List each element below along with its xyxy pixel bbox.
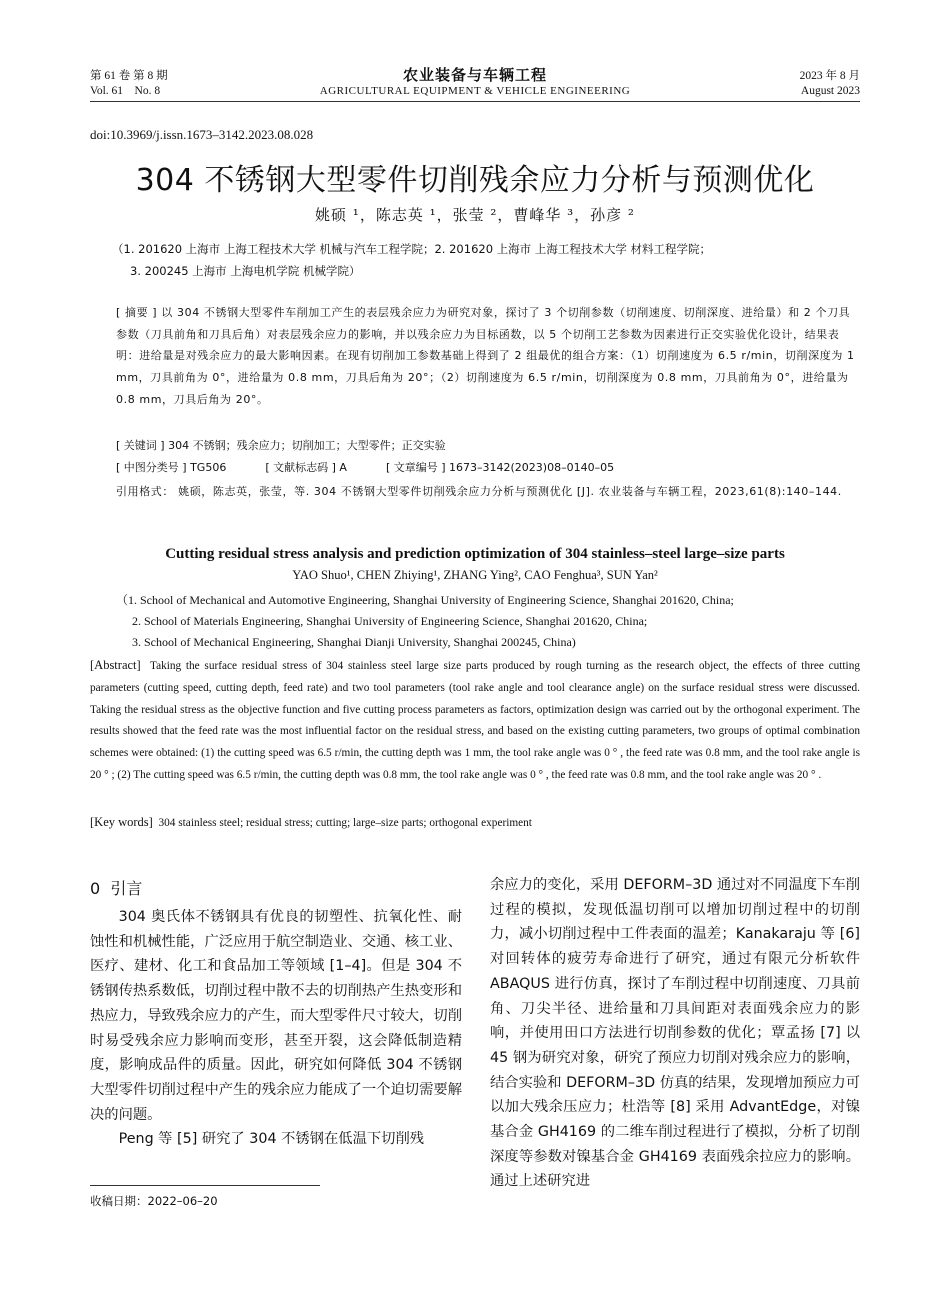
date-zh: 2023 年 8 月 xyxy=(799,70,860,82)
abstract-label: [ 摘要 ] xyxy=(116,306,158,319)
affiliation-line: 2. School of Materials Engineering, Shanghai University of Engineering Science, Shanghai 201620, China; xyxy=(132,614,648,628)
english-abstract xyxy=(90,655,860,787)
english-keywords xyxy=(90,812,860,835)
volume-en: Vol. 61 No. 8 xyxy=(90,85,161,97)
date-en: August 2023 xyxy=(800,85,860,97)
header-rule xyxy=(90,101,860,102)
volume-zh: 第 61 卷 第 8 期 xyxy=(90,70,168,82)
body-right-column xyxy=(490,873,860,1194)
doc-code-label: [ 文献标志码 ] xyxy=(265,461,336,474)
clc-label: [ 中图分类号 ] xyxy=(116,461,187,474)
keywords-label: [ 关键词 ] xyxy=(116,439,165,452)
body-left-column xyxy=(90,905,462,1152)
clc-value: TG506 xyxy=(190,461,227,474)
paragraph: Peng 等 [5] 研究了 304 不锈钢在低温下切削残 xyxy=(118,1131,425,1148)
article-no-value: 1673–3142(2023)08–0140–05 xyxy=(449,461,615,474)
doi: doi:10.3969/j.issn.1673–3142.2023.08.028 xyxy=(90,127,314,142)
english-affiliations xyxy=(116,590,734,653)
journal-name-zh: 农业装备与车辆工程 xyxy=(402,66,547,84)
citation-label: 引用格式： xyxy=(116,485,174,498)
affiliation-line: 3. 200245 上海市 上海电机学院 机械学院） xyxy=(130,264,361,278)
citation xyxy=(116,481,858,503)
citation-text: 姚硕，陈志英，张莹，等. 304 不锈钢大型零件切削残余应力分析与预测优化 [J]. 农业装备与车辆工程，2023,61(8):140–144. xyxy=(178,485,842,498)
affiliation-line: （1. 201620 上海市 上海工程技术大学 机械与汽车工程学院；2. 201620 上海市 上海工程技术大学 材料工程学院； xyxy=(112,242,711,256)
affiliation-line: （1. School of Mechanical and Automotive Engineering, Shanghai University of Engineering Science, Shanghai 201620, China; xyxy=(116,593,734,607)
authors-zh: 姚硕 ¹，陈志英 ¹，张莹 ²，曹峰华 ³，孙彦 ² xyxy=(315,206,635,224)
issue-date xyxy=(800,69,860,99)
footnote-rule xyxy=(90,1185,320,1186)
abstract-text-en: Taking the surface residual stress of 304 stainless steel large size parts produced by rough turning as the research object, the effects of three cutting parameters (cutting speed, cutting depth, feed rate) and two tool parameters (tool rake angle and tool clearance angle) on the surface residual stress were discussed. Taking the residual stress as the objective function and five cutting process parameters as factors, optimization design was carried out by the orthogonal experiment. The results showed that the feed rate was the most influential factor on the residual stress, and based on the existing cutting parameters, two groups of optimal combination schemes were obtained: (1) the cutting speed was 6.5 r/min, the cutting depth was 1 mm, the tool rake angle was 0 ° , the feed rate was 0.8 mm, and the tool rake angle is 20 ° ; (2) The cutting speed was 6.5 r/min, the cutting depth was 0.8 mm, the tool rake angle was 0 ° , the feed rate was 0.8 mm, and the tool rake angle was 20 ° . xyxy=(90,660,860,781)
keywords-zh xyxy=(116,435,446,457)
classification xyxy=(116,457,614,479)
paragraph: 304 奥氏体不锈钢具有优良的韧塑性、抗氧化性、耐蚀性和机械性能，广泛应用于航空制造业、交通、核工业、医疗、建材、化工和食品加工等领域 [1–4]。但是 304 不锈钢传热系数低，切削过程中散不去的切削热产生热变形和热应力，导致残余应力的产生，而大型零件尺寸较大，切削时易受残余应力影响而变形，甚至开裂，这会降低制造精度，影响成品件的质量。因此，研究如何降低 304 不锈钢大型零件切削过程中产生的残余应力能成了一个迫切需要解决的问题。 xyxy=(90,909,462,1123)
volume-info xyxy=(90,69,168,99)
english-authors: YAO Shuo¹, CHEN Zhiying¹, ZHANG Ying², CAO Fenghua³, SUN Yan² xyxy=(292,568,658,582)
section-heading: 0 引言 xyxy=(90,879,143,898)
abstract-text: 以 304 不锈钢大型零件车削加工产生的表层残余应力为研究对象，探讨了 3 个切削参数（切削速度、切削深度、进给量）和 2 个刀具参数（刀具前角和刀具后角）对表层残余应力的影响，并以残余应力为目标函数，以 5 个切削工艺参数为因素进行正交实验优化设计，结果表明：进给量是对残余应力的最大影响因素。在现有切削加工参数基础上得到了 2 组最优的组合方案：（1）切削速度为 6.5 r/min，切削深度为 1 mm，刀具前角为 0°，进给量为 0.8 mm，刀具后角为 20°；（2）切削速度为 6.5 r/min，切削深度为 0.8 mm，刀具前角为 0°，进给量为 0.8 mm，刀具后角为 20°。 xyxy=(116,306,855,406)
english-title: Cutting residual stress analysis and prediction optimization of 304 stainless–steel large–size parts xyxy=(165,546,785,562)
received-date: 收稿日期：2022–06–20 xyxy=(90,1194,218,1208)
journal-header xyxy=(250,64,700,97)
affiliation-line: 3. School of Mechanical Engineering, Shanghai Dianji University, Shanghai 200245, China) xyxy=(132,635,576,649)
page-title: 304 不锈钢大型零件切削残余应力分析与预测优化 xyxy=(135,163,815,198)
paragraph: 余应力的变化，采用 DEFORM–3D 通过对不同温度下车削过程的模拟，发现低温切削可以增加切削过程中的切削力，减小切削过程中工件表面的温差；Kanakaraju 等 [6] 对回转体的疲劳寿命进行了研究，通过有限元分析软件 ABAQUS 进行仿真，探讨了车削过程中切削速度、刀具前角、刀尖半径、进给量和刀具间距对表面残余应力的影响，并使用田口方法进行切削参数的优化；覃孟扬 [7] 以 45 钢为研究对象，研究了预应力切削对残余应力的影响，结合实验和 DEFORM–3D 仿真的结果，发现增加预应力可以加大残余压应力；杜浩等 [8] 采用 AdvantEdge，对镍基合金 GH4169 的二维车削过程进行了模拟，分析了切削深度等参数对镍基合金 GH4169 表面残余拉应力的影响。通过上述研究进 xyxy=(490,877,860,1190)
abstract-zh xyxy=(116,302,858,411)
journal-name-en: AGRICULTURAL EQUIPMENT & VEHICLE ENGINEERING xyxy=(319,85,631,97)
abstract-label-en: [Abstract] xyxy=(90,658,141,672)
doc-code-value: A xyxy=(339,461,347,474)
keywords-label-en: [Key words] xyxy=(90,815,153,829)
keywords-text: 304 不锈钢；残余应力；切削加工；大型零件；正交实验 xyxy=(168,439,446,452)
affiliations-zh xyxy=(112,238,711,282)
article-no-label: [ 文章编号 ] xyxy=(385,461,446,474)
keywords-text-en: 304 stainless steel; residual stress; cutting; large–size parts; orthogonal experiment xyxy=(158,817,532,829)
